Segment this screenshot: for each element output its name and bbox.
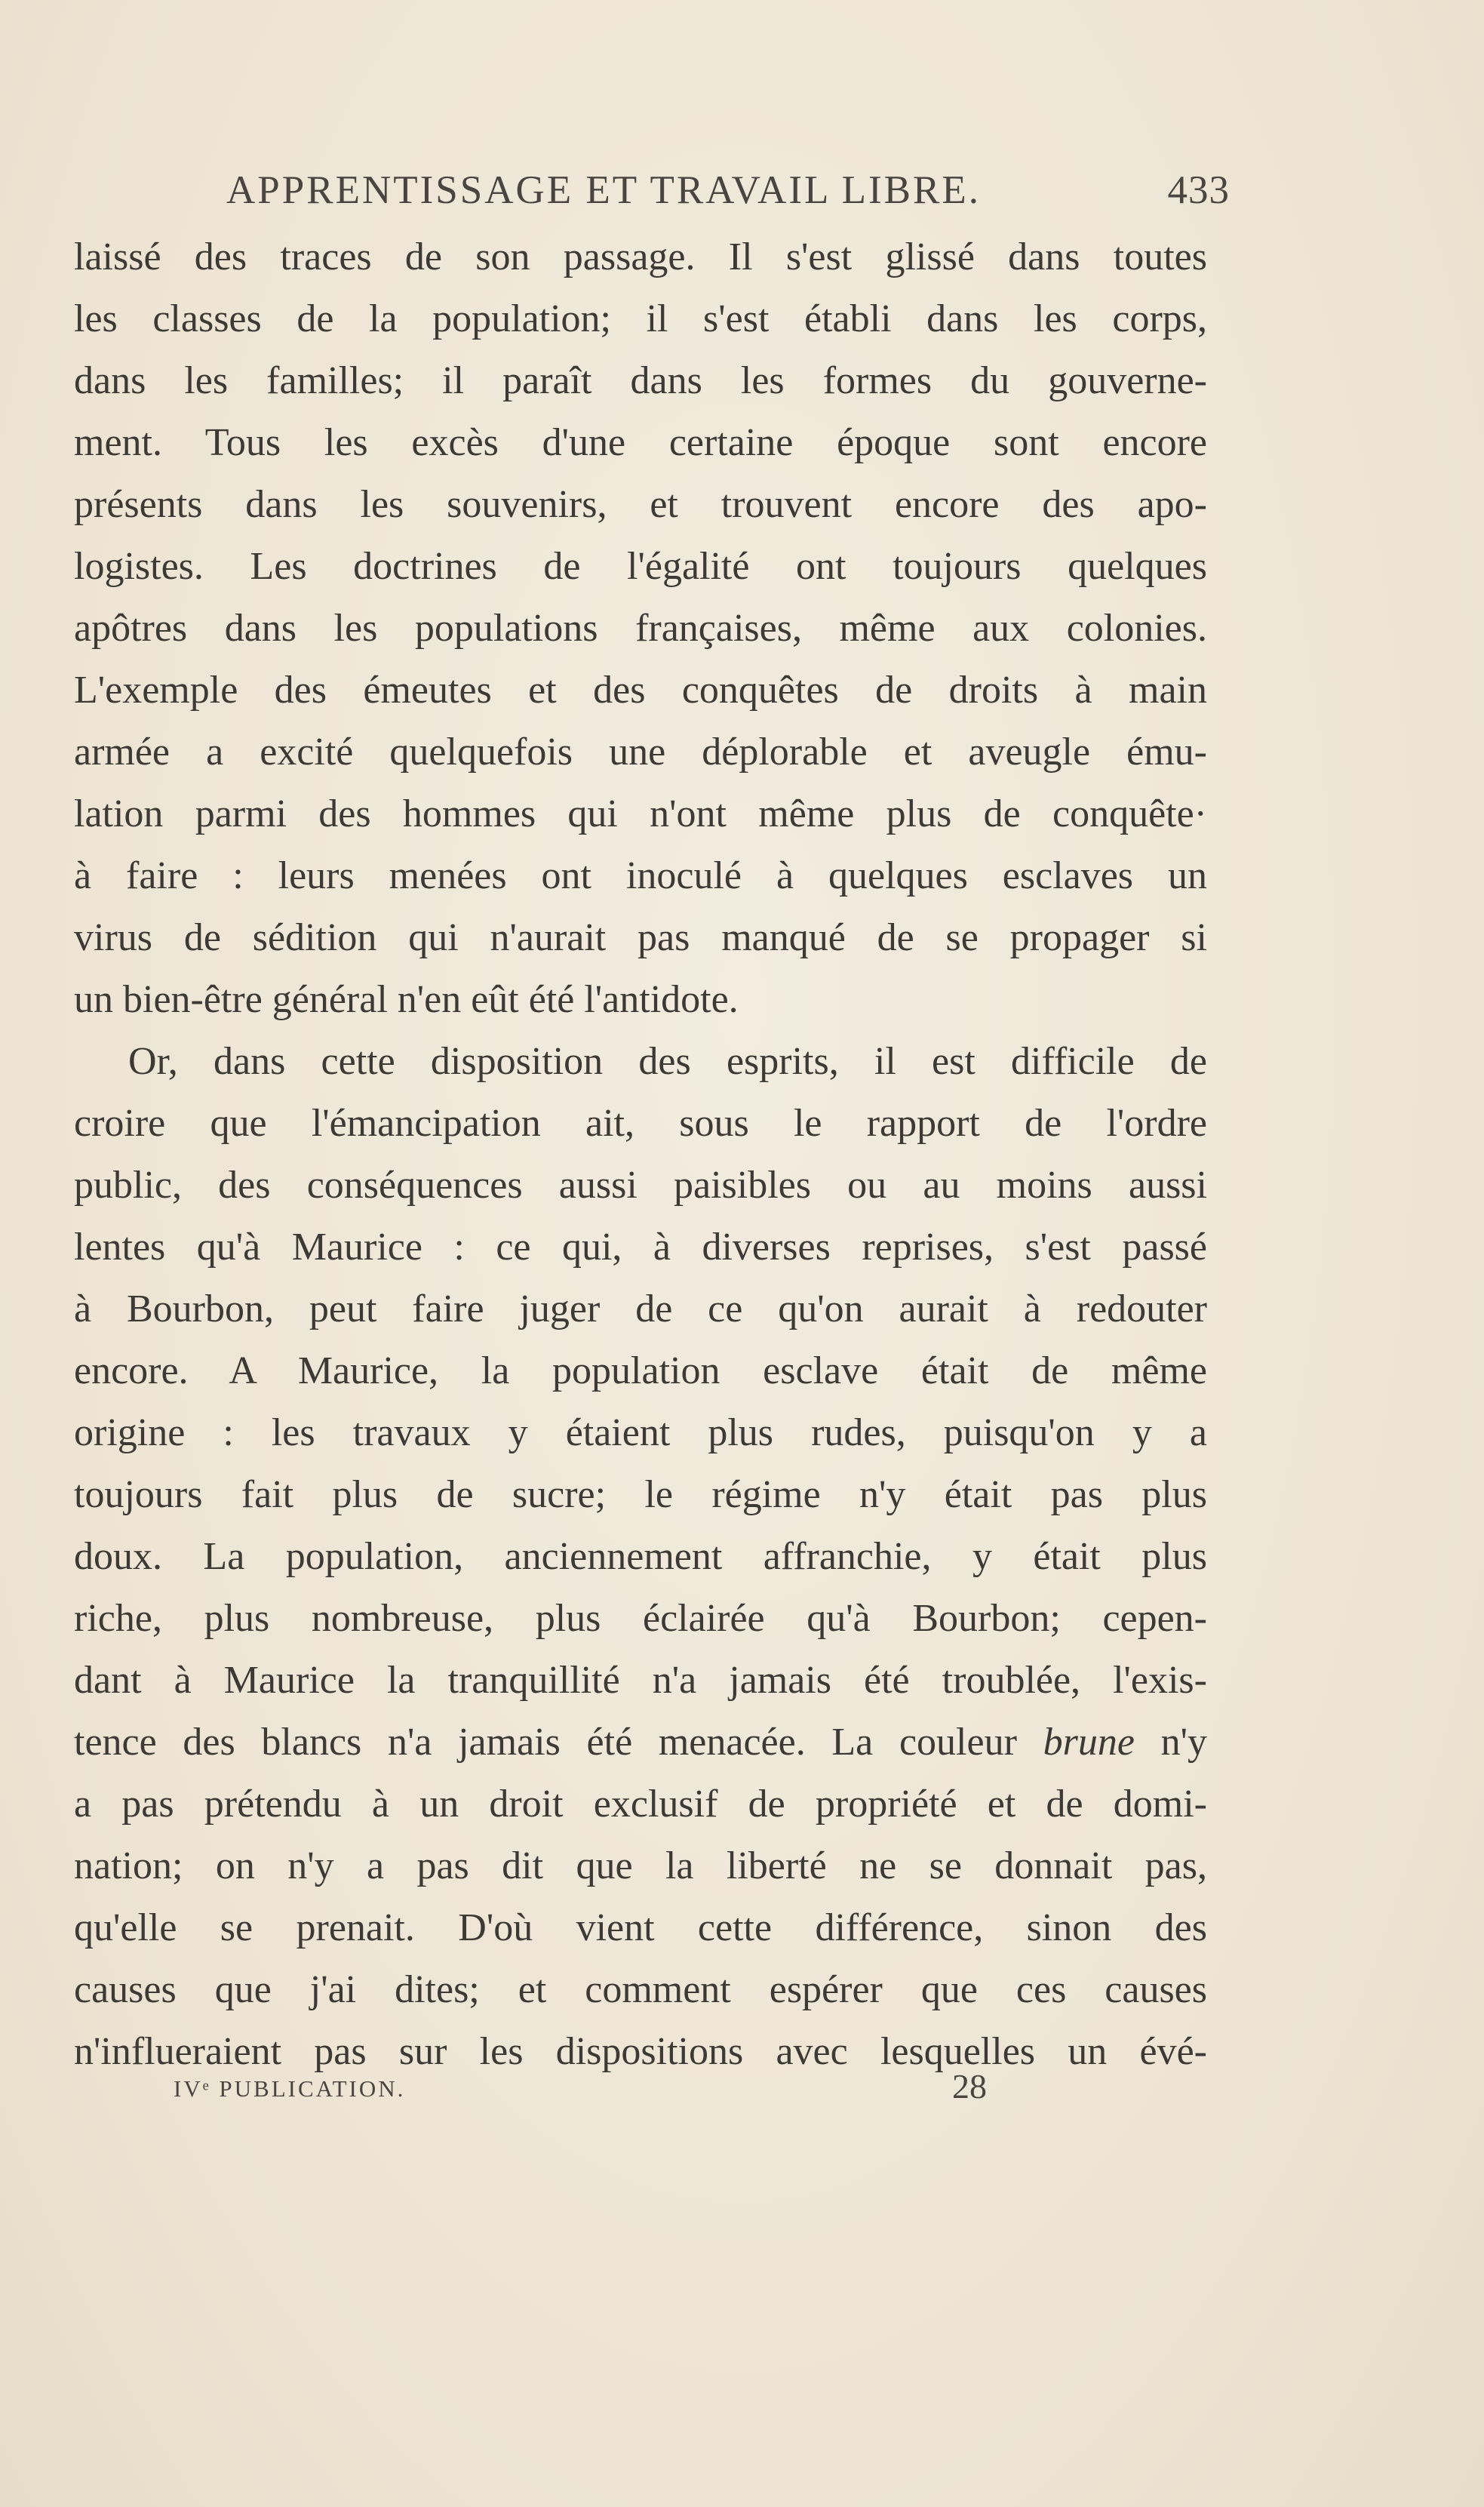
running-head [226, 168, 1230, 220]
text-line: a pas prétendu à un droit exclusif de propriété et de domi- [74, 1783, 1207, 1826]
text-line-with-italic [74, 1712, 1207, 1773]
text-line: virus de sédition qui n'aurait pas manqué de se propager si [74, 916, 1207, 959]
text-line: toujours fait plus de sucre; le régime n'y était pas plus [74, 1473, 1207, 1516]
text-line: L'exemple des émeutes et des conquêtes de droits à main [74, 669, 1207, 712]
text-line: ment. Tous les excès d'une certaine époque sont encore [74, 421, 1207, 464]
signature-mark: IVᵉ PUBLICATION. [174, 2075, 406, 2102]
text-line: un bien-être général n'en eût été l'antidote. [74, 978, 739, 1021]
text-line: armée a excité quelquefois une déplorable et aveugle ému- [74, 731, 1207, 774]
text-line: encore. A Maurice, la population esclave était de même [74, 1349, 1207, 1392]
text-line: public, des conséquences aussi paisibles ou au moins aussi [74, 1164, 1207, 1207]
page-number: 433 [1167, 168, 1230, 212]
text-line: lentes qu'à Maurice : ce qui, à diverses reprises, s'est passé [74, 1226, 1207, 1269]
italic-word: brune [1043, 1721, 1135, 1764]
text-line: dans les familles; il paraît dans les formes du gouverne- [74, 359, 1207, 402]
text-line: riche, plus nombreuse, plus éclairée qu'à Bourbon; cepen- [74, 1597, 1207, 1640]
text-line: logistes. Les doctrines de l'égalité ont toujours quelques [74, 545, 1207, 588]
text-line: lation parmi des hommes qui n'ont même plus de conquête· [74, 792, 1207, 835]
text-line: causes que j'ai dites; et comment espérer que ces causes [74, 1968, 1207, 2011]
text-line: nation; on n'y a pas dit que la liberté ne se donnait pas, [74, 1844, 1207, 1887]
page-footer [174, 2067, 1041, 2121]
text-line: les classes de la population; il s'est établi dans les corps, [74, 297, 1207, 340]
text-line: à Bourbon, peut faire juger de ce qu'on aurait à redouter [74, 1287, 1207, 1330]
text-line: apôtres dans les populations françaises, même aux colonies. [74, 607, 1207, 650]
text-line: origine : les travaux y étaient plus rudes, puisqu'on y a [74, 1411, 1207, 1454]
running-title: APPRENTISSAGE ET TRAVAIL LIBRE. [226, 168, 982, 212]
text-line: dant à Maurice la tranquillité n'a jamais été troublée, l'exis- [74, 1659, 1207, 1702]
text-line: n'influeraient pas sur les dispositions avec lesquelles un évé- [74, 2030, 1207, 2073]
text-line: doux. La population, anciennement affranchie, y était plus [74, 1535, 1207, 1578]
text-line: laissé des traces de son passage. Il s'est glissé dans toutes [74, 235, 1207, 278]
text-line: croire que l'émancipation ait, sous le rapport de l'ordre [74, 1102, 1207, 1145]
text-line: présents dans les souvenirs, et trouvent encore des apo- [74, 483, 1207, 526]
text-segment: n'y [1134, 1721, 1207, 1764]
text-segment: tence des blancs n'a jamais été menacée. La couleur [74, 1721, 1017, 1764]
sheet-number: 28 [952, 2067, 987, 2106]
text-line: qu'elle se prenait. D'où vient cette différence, sinon des [74, 1906, 1207, 1949]
paragraph-first-line: Or, dans cette disposition des esprits, il est difficile de [128, 1040, 1207, 1083]
text-line: à faire : leurs menées ont inoculé à quelques esclaves un [74, 854, 1207, 897]
